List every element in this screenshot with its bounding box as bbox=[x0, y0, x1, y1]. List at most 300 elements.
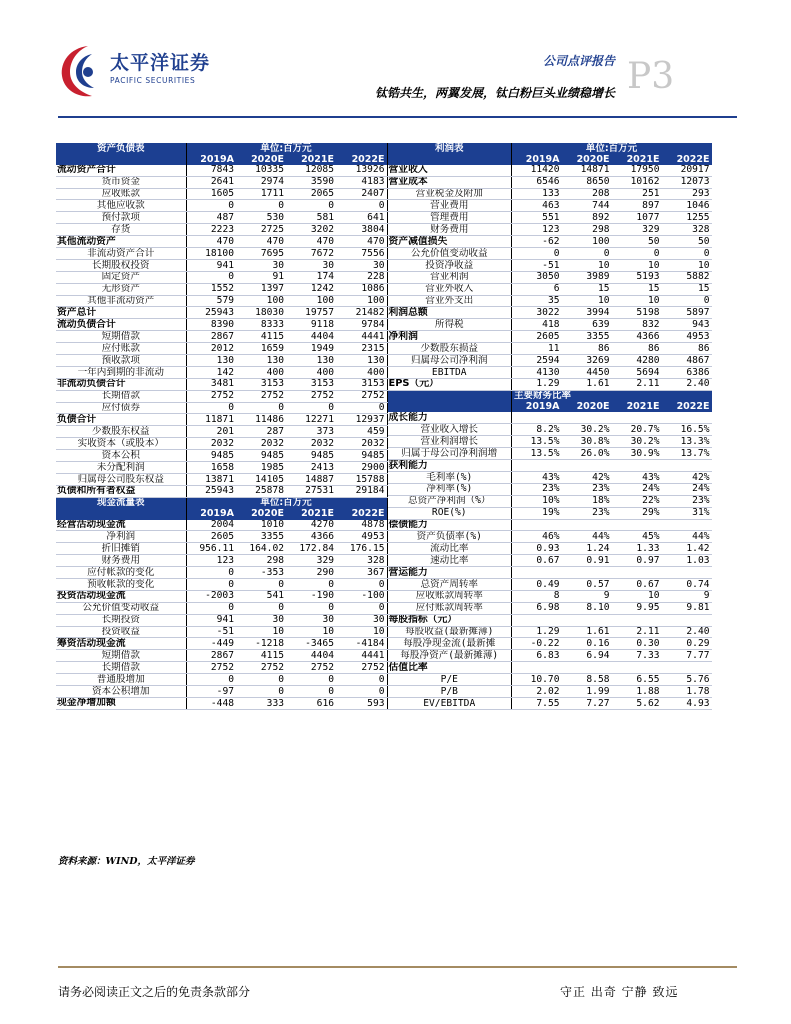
row-value: 470 bbox=[336, 236, 387, 248]
row-value: 0.74 bbox=[662, 578, 712, 590]
row-label: 归属母公司股东权益 bbox=[56, 473, 186, 485]
row-label: 估值比率 bbox=[388, 662, 512, 674]
table-row bbox=[388, 424, 712, 436]
table-row bbox=[388, 460, 712, 472]
table-row bbox=[56, 295, 387, 307]
header-spacer bbox=[186, 497, 236, 508]
row-value: 0 bbox=[186, 200, 236, 212]
row-label: 资产总计 bbox=[56, 307, 186, 319]
row-value bbox=[562, 662, 612, 674]
row-label: 管理费用 bbox=[388, 212, 512, 224]
row-value: 8.58 bbox=[562, 674, 612, 686]
row-value: 0 bbox=[186, 402, 236, 414]
table-row bbox=[56, 307, 387, 319]
row-value: 4270 bbox=[286, 520, 336, 531]
row-label: 应收账款周转率 bbox=[388, 590, 512, 602]
company-motto: 守正 出奇 宁静 致远 bbox=[560, 985, 679, 999]
table-row bbox=[388, 543, 712, 555]
header-spacer bbox=[56, 154, 186, 165]
table-row bbox=[388, 366, 712, 378]
row-value: 744 bbox=[562, 200, 612, 212]
row-label: 总资产周转率 bbox=[388, 578, 512, 590]
row-label: 一年内到期的非流动 bbox=[56, 366, 186, 378]
table-row bbox=[388, 295, 712, 307]
header-spacer bbox=[186, 143, 236, 154]
table-row bbox=[56, 212, 387, 224]
company-logo bbox=[58, 42, 211, 100]
row-value: 4450 bbox=[562, 366, 612, 378]
table-row bbox=[388, 614, 712, 626]
cash-flow-header bbox=[56, 497, 387, 508]
row-value: 1255 bbox=[662, 212, 712, 224]
table-row bbox=[388, 343, 712, 355]
row-value: 25943 bbox=[186, 485, 236, 497]
row-label: 所得税 bbox=[388, 319, 512, 331]
row-label: 普通股增加 bbox=[56, 674, 186, 686]
row-label: 固定资产 bbox=[56, 271, 186, 283]
year-header: 2021E bbox=[612, 402, 662, 413]
row-label: EPS（元） bbox=[388, 378, 512, 390]
row-value: 2223 bbox=[186, 224, 236, 236]
row-label: 偿债能力 bbox=[388, 519, 512, 531]
row-value: 0 bbox=[186, 271, 236, 283]
row-value bbox=[612, 412, 662, 423]
table-row bbox=[56, 331, 387, 343]
row-value: 0 bbox=[286, 685, 336, 697]
row-value: 2900 bbox=[336, 462, 387, 474]
row-value: 541 bbox=[236, 590, 286, 602]
row-value: 2594 bbox=[512, 355, 562, 367]
year-header: 2022E bbox=[662, 402, 712, 413]
row-label: 未分配利润 bbox=[56, 462, 186, 474]
row-label: 归属母公司净利润 bbox=[388, 355, 512, 367]
table-row bbox=[56, 438, 387, 450]
row-label: 短期借款 bbox=[56, 331, 186, 343]
header-spacer bbox=[388, 402, 512, 413]
row-value: 43% bbox=[512, 471, 562, 483]
row-value: 23% bbox=[562, 483, 612, 495]
row-value: 0 bbox=[186, 602, 236, 614]
table-row bbox=[388, 319, 712, 331]
row-value: 579 bbox=[186, 295, 236, 307]
row-value: 18100 bbox=[186, 248, 236, 260]
row-value: 1658 bbox=[186, 462, 236, 474]
table-row bbox=[388, 471, 712, 483]
income-statement-title: 利润表 bbox=[388, 143, 512, 154]
row-value: 1605 bbox=[186, 188, 236, 200]
row-label: 利润总额 bbox=[388, 307, 512, 319]
header-spacer bbox=[662, 143, 712, 154]
table-row bbox=[56, 176, 387, 188]
row-label: 应付账款周转率 bbox=[388, 602, 512, 614]
row-value: 2004 bbox=[186, 520, 236, 531]
row-value: 25878 bbox=[236, 485, 286, 497]
table-row bbox=[388, 188, 712, 200]
row-value bbox=[612, 614, 662, 626]
ratios-header bbox=[388, 390, 712, 401]
row-label: 实收资本（或股本） bbox=[56, 438, 186, 450]
table-row bbox=[388, 165, 712, 176]
row-value: 130 bbox=[236, 355, 286, 367]
row-value: -353 bbox=[236, 567, 286, 579]
row-value bbox=[662, 460, 712, 472]
table-row bbox=[388, 236, 712, 248]
row-value: 367 bbox=[336, 567, 387, 579]
row-label: 投资净收益 bbox=[388, 259, 512, 271]
row-value: 0 bbox=[236, 674, 286, 686]
year-header: 2021E bbox=[286, 509, 336, 520]
year-header: 2019A bbox=[512, 402, 562, 413]
row-value: 2752 bbox=[336, 662, 387, 674]
row-value: 2.40 bbox=[662, 378, 712, 390]
table-row bbox=[56, 590, 387, 602]
row-value: 298 bbox=[562, 224, 612, 236]
row-value: 12085 bbox=[286, 165, 336, 176]
table-row bbox=[388, 483, 712, 495]
financial-tables bbox=[56, 143, 711, 710]
row-value: 3050 bbox=[512, 271, 562, 283]
row-value: 26.0% bbox=[562, 448, 612, 460]
row-label: 长期投资 bbox=[56, 614, 186, 626]
row-value: 0 bbox=[336, 674, 387, 686]
row-value: 1.42 bbox=[662, 543, 712, 555]
row-value: 2752 bbox=[236, 390, 286, 402]
row-value bbox=[662, 519, 712, 531]
row-value: 0 bbox=[186, 578, 236, 590]
row-value: 328 bbox=[336, 555, 387, 567]
row-label: 净利润 bbox=[388, 331, 512, 343]
row-value: -0.22 bbox=[512, 638, 562, 650]
row-value: 5.62 bbox=[612, 697, 662, 709]
row-label: 营业利润 bbox=[388, 271, 512, 283]
row-value: 24% bbox=[612, 483, 662, 495]
row-value: 593 bbox=[336, 697, 387, 709]
row-value: 2752 bbox=[286, 390, 336, 402]
row-value: 4280 bbox=[612, 355, 662, 367]
row-value: 9784 bbox=[336, 319, 387, 331]
row-value: 4867 bbox=[662, 355, 712, 367]
row-value: 4366 bbox=[286, 531, 336, 543]
row-value: 8.2% bbox=[512, 424, 562, 436]
row-value: 6546 bbox=[512, 176, 562, 188]
row-value: 4404 bbox=[286, 650, 336, 662]
row-value: 174 bbox=[286, 271, 336, 283]
row-label: 长期股权投资 bbox=[56, 259, 186, 271]
table-row bbox=[56, 355, 387, 367]
row-value bbox=[612, 519, 662, 531]
row-value: 2752 bbox=[186, 390, 236, 402]
row-value: 0 bbox=[336, 200, 387, 212]
row-value bbox=[612, 460, 662, 472]
row-value bbox=[512, 460, 562, 472]
unit-label: 单位:百万元 bbox=[236, 497, 336, 508]
row-label: 公允价值变动收益 bbox=[56, 602, 186, 614]
row-value: 2.40 bbox=[662, 626, 712, 638]
row-value: 0 bbox=[336, 602, 387, 614]
row-value: 13.7% bbox=[662, 448, 712, 460]
row-value: 487 bbox=[186, 212, 236, 224]
year-header: 2022E bbox=[336, 154, 387, 165]
row-value: 7.55 bbox=[512, 697, 562, 709]
table-row bbox=[56, 414, 387, 426]
pacific-securities-logo-icon bbox=[58, 42, 108, 100]
table-row bbox=[388, 448, 712, 460]
balance-sheet-year-header bbox=[56, 154, 387, 165]
row-value: 1.88 bbox=[612, 685, 662, 697]
row-label: 存货 bbox=[56, 224, 186, 236]
year-header: 2019A bbox=[512, 154, 562, 165]
table-row bbox=[388, 436, 712, 448]
table-row bbox=[388, 307, 712, 319]
row-value: 1086 bbox=[336, 283, 387, 295]
report-subtitle: 钛锆共生，两翼发展，钛白粉巨头业绩稳增长 bbox=[374, 86, 615, 100]
row-value: 9118 bbox=[286, 319, 336, 331]
row-value: 6.94 bbox=[562, 650, 612, 662]
row-value: 8390 bbox=[186, 319, 236, 331]
row-value: 941 bbox=[186, 614, 236, 626]
row-value: 418 bbox=[512, 319, 562, 331]
row-value: 42% bbox=[662, 471, 712, 483]
row-value: 1.61 bbox=[562, 378, 612, 390]
row-value: 29184 bbox=[336, 485, 387, 497]
row-label: 应收账款 bbox=[56, 188, 186, 200]
table-row bbox=[388, 567, 712, 579]
row-label: ROE(%) bbox=[388, 507, 512, 519]
row-value: 15788 bbox=[336, 473, 387, 485]
row-value: 6.55 bbox=[612, 674, 662, 686]
table-row bbox=[56, 602, 387, 614]
row-value: 17950 bbox=[612, 165, 662, 176]
row-value: 9485 bbox=[286, 450, 336, 462]
row-label: 营业外收入 bbox=[388, 283, 512, 295]
header-spacer bbox=[388, 390, 512, 401]
table-row bbox=[388, 626, 712, 638]
row-value: 2752 bbox=[286, 662, 336, 674]
row-value: 2867 bbox=[186, 331, 236, 343]
row-value: 11 bbox=[512, 343, 562, 355]
row-value: 0 bbox=[512, 248, 562, 260]
row-label: 长期借款 bbox=[56, 662, 186, 674]
row-value: 5.76 bbox=[662, 674, 712, 686]
row-value: 2725 bbox=[236, 224, 286, 236]
table-row bbox=[56, 236, 387, 248]
row-value: 25943 bbox=[186, 307, 236, 319]
row-label: 少数股东损益 bbox=[388, 343, 512, 355]
table-row bbox=[56, 200, 387, 212]
row-label: 少数股东权益 bbox=[56, 426, 186, 438]
row-value: 50 bbox=[662, 236, 712, 248]
row-value: 1077 bbox=[612, 212, 662, 224]
row-label: 每股净现金流(最新摊 bbox=[388, 638, 512, 650]
row-label: 公允价值变动收益 bbox=[388, 248, 512, 260]
row-value: 1.29 bbox=[512, 626, 562, 638]
row-value: 7.27 bbox=[562, 697, 612, 709]
row-value: 3022 bbox=[512, 307, 562, 319]
row-value: -2003 bbox=[186, 590, 236, 602]
table-row bbox=[56, 390, 387, 402]
row-label: 无形资产 bbox=[56, 283, 186, 295]
row-value: 8.10 bbox=[562, 602, 612, 614]
row-value: 9.81 bbox=[662, 602, 712, 614]
row-value: 14871 bbox=[562, 165, 612, 176]
row-value: -51 bbox=[186, 626, 236, 638]
row-value: 6386 bbox=[662, 366, 712, 378]
row-value: 0 bbox=[236, 402, 286, 414]
page-number: P3 bbox=[627, 56, 675, 97]
row-value bbox=[662, 567, 712, 579]
row-value: 1010 bbox=[236, 520, 286, 531]
row-value: 50 bbox=[612, 236, 662, 248]
table-row bbox=[56, 319, 387, 331]
row-label: 现金净增加额 bbox=[56, 697, 186, 709]
row-value: 10 bbox=[286, 626, 336, 638]
table-row bbox=[388, 283, 712, 295]
row-value: 0 bbox=[286, 674, 336, 686]
row-value: 2315 bbox=[336, 343, 387, 355]
header-spacer bbox=[388, 154, 512, 165]
row-value: 45% bbox=[612, 531, 662, 543]
row-value: 2032 bbox=[336, 438, 387, 450]
row-value: 641 bbox=[336, 212, 387, 224]
row-value: -448 bbox=[186, 697, 236, 709]
row-value: 9.95 bbox=[612, 602, 662, 614]
row-value: 3804 bbox=[336, 224, 387, 236]
table-row bbox=[56, 578, 387, 590]
row-value: 10 bbox=[562, 295, 612, 307]
row-value: 30 bbox=[286, 259, 336, 271]
table-row bbox=[56, 697, 387, 709]
table-row bbox=[56, 520, 387, 531]
table-row bbox=[388, 697, 712, 709]
row-label: 预收款项 bbox=[56, 355, 186, 367]
row-value: 13.3% bbox=[662, 436, 712, 448]
data-source-note: 资料来源：WIND，太平洋证券 bbox=[58, 856, 195, 867]
table-row bbox=[388, 200, 712, 212]
table-row bbox=[388, 259, 712, 271]
row-value: 470 bbox=[236, 236, 286, 248]
row-label: 获利能力 bbox=[388, 460, 512, 472]
row-value: 1.61 bbox=[562, 626, 612, 638]
row-label: 投资活动现金流 bbox=[56, 590, 186, 602]
year-header: 2019A bbox=[186, 509, 236, 520]
row-value: 2032 bbox=[286, 438, 336, 450]
row-label: 毛利率(%) bbox=[388, 471, 512, 483]
row-value: 31% bbox=[662, 507, 712, 519]
row-value: 290 bbox=[286, 567, 336, 579]
table-row bbox=[56, 259, 387, 271]
row-value: 328 bbox=[662, 224, 712, 236]
table-row bbox=[56, 662, 387, 674]
row-value: 10335 bbox=[236, 165, 286, 176]
row-value bbox=[512, 662, 562, 674]
row-label: 每股净资产(最新摊薄) bbox=[388, 650, 512, 662]
row-value: 459 bbox=[336, 426, 387, 438]
row-value: 23% bbox=[512, 483, 562, 495]
row-value: 16.5% bbox=[662, 424, 712, 436]
row-label: 成长能力 bbox=[388, 412, 512, 423]
report-type: 公司点评报告 bbox=[542, 54, 615, 68]
row-value: 0 bbox=[612, 248, 662, 260]
row-value: 8 bbox=[512, 590, 562, 602]
row-value: 9485 bbox=[186, 450, 236, 462]
row-value: 20917 bbox=[662, 165, 712, 176]
table-row bbox=[388, 495, 712, 507]
table-row bbox=[388, 531, 712, 543]
row-value: 470 bbox=[286, 236, 336, 248]
row-value: 11420 bbox=[512, 165, 562, 176]
row-value: 2012 bbox=[186, 343, 236, 355]
row-value: 1046 bbox=[662, 200, 712, 212]
row-value: 30.8% bbox=[562, 436, 612, 448]
row-value: 12073 bbox=[662, 176, 712, 188]
row-label: 财务费用 bbox=[388, 224, 512, 236]
row-value: 0 bbox=[236, 602, 286, 614]
row-value: 616 bbox=[286, 697, 336, 709]
row-label: 长期借款 bbox=[56, 390, 186, 402]
row-label: 货币资金 bbox=[56, 176, 186, 188]
row-value: 27531 bbox=[286, 485, 336, 497]
row-value: 1.29 bbox=[512, 378, 562, 390]
year-header: 2020E bbox=[562, 154, 612, 165]
row-value: 251 bbox=[612, 188, 662, 200]
row-value: 23% bbox=[562, 507, 612, 519]
row-label: 速动比率 bbox=[388, 555, 512, 567]
row-value: -1218 bbox=[236, 638, 286, 650]
header-divider bbox=[58, 116, 737, 118]
logo-chinese-name: 太平洋证券 bbox=[110, 52, 211, 74]
table-row bbox=[56, 531, 387, 543]
row-value: 14887 bbox=[286, 473, 336, 485]
row-value: 943 bbox=[662, 319, 712, 331]
row-value: 0 bbox=[662, 248, 712, 260]
table-row bbox=[388, 685, 712, 697]
row-value: 14105 bbox=[236, 473, 286, 485]
row-value: 639 bbox=[562, 319, 612, 331]
row-value: 19757 bbox=[286, 307, 336, 319]
row-value: 44% bbox=[562, 531, 612, 543]
row-value: 0.91 bbox=[562, 555, 612, 567]
row-label: 负债和所有者权益 bbox=[56, 485, 186, 497]
row-value: -97 bbox=[186, 685, 236, 697]
row-value: 581 bbox=[286, 212, 336, 224]
row-value: -62 bbox=[512, 236, 562, 248]
row-label: 非流动负债合计 bbox=[56, 378, 186, 390]
row-value: 0.30 bbox=[612, 638, 662, 650]
row-value: 201 bbox=[186, 426, 236, 438]
row-label: 营业外支出 bbox=[388, 295, 512, 307]
row-value: 133 bbox=[512, 188, 562, 200]
row-value: 176.15 bbox=[336, 543, 387, 555]
row-label: 资产负债率(%) bbox=[388, 531, 512, 543]
row-value bbox=[562, 567, 612, 579]
row-value: 3153 bbox=[236, 378, 286, 390]
table-row bbox=[56, 685, 387, 697]
row-value: 400 bbox=[286, 366, 336, 378]
row-value: 4953 bbox=[336, 531, 387, 543]
row-value: 13.5% bbox=[512, 436, 562, 448]
row-value: 0 bbox=[336, 402, 387, 414]
table-row bbox=[388, 412, 712, 423]
row-value: 12271 bbox=[286, 414, 336, 426]
table-row bbox=[56, 188, 387, 200]
table-row bbox=[388, 176, 712, 188]
row-value bbox=[662, 662, 712, 674]
row-value: 208 bbox=[562, 188, 612, 200]
table-row bbox=[388, 578, 712, 590]
row-value: 100 bbox=[236, 295, 286, 307]
row-value: 0 bbox=[662, 295, 712, 307]
cash-flow-year-header bbox=[56, 509, 387, 520]
